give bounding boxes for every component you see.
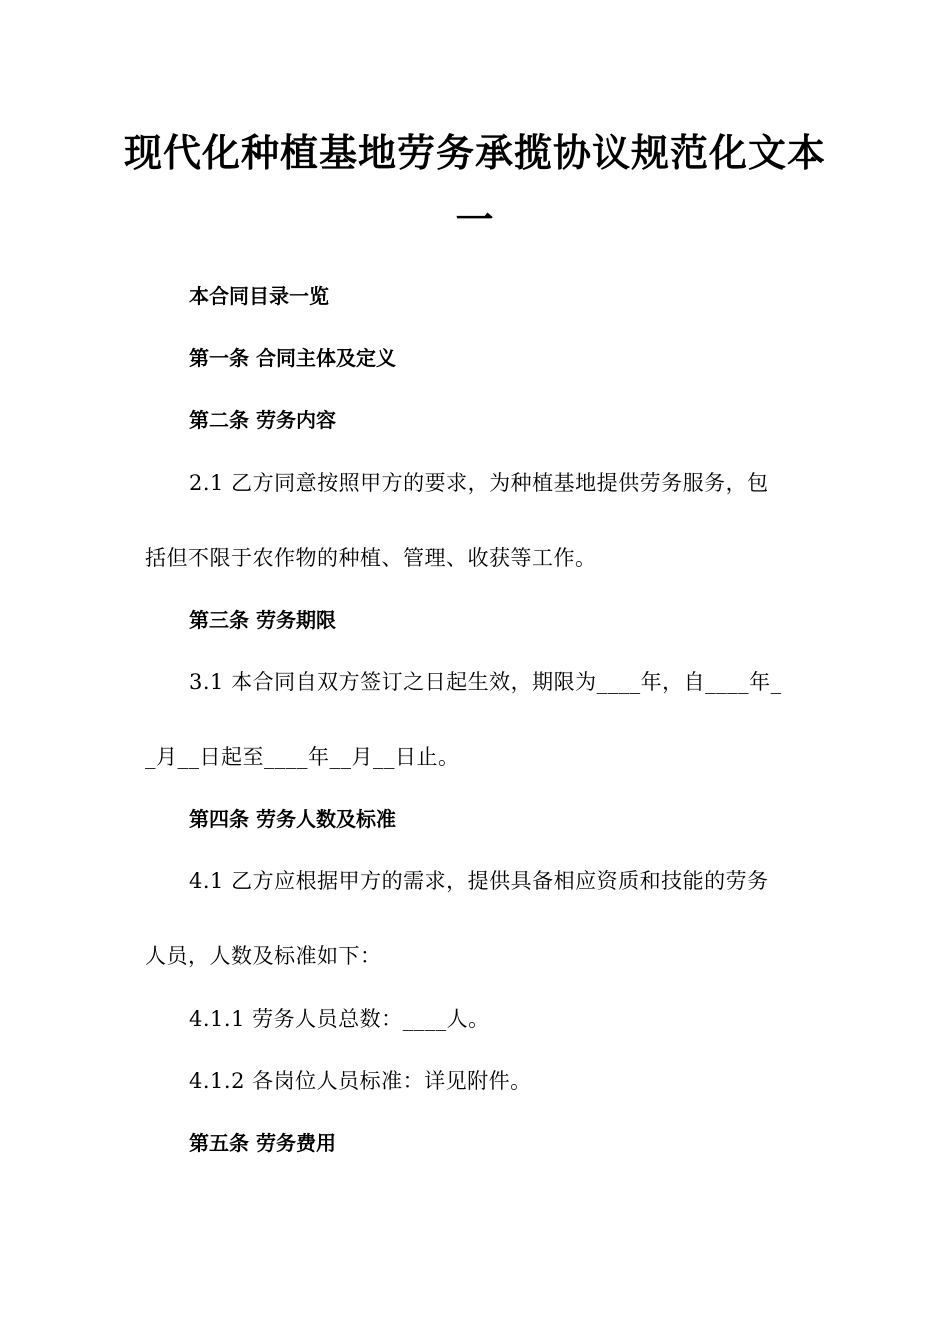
article-2-heading: 第二条 劳务内容 — [189, 408, 336, 432]
clause-2-1-line-2: 括但不限于农作物的种植、管理、收获等工作。 — [145, 546, 597, 570]
clause-4-1-1: 4.1.1 劳务人员总数：____人。 — [189, 1007, 490, 1031]
toc-heading: 本合同目录一览 — [189, 284, 329, 308]
clause-4-1-2: 4.1.2 各岗位人员标准：详见附件。 — [189, 1069, 532, 1093]
article-5-heading: 第五条 劳务费用 — [189, 1131, 336, 1155]
document-title: 现代化种植基地劳务承揽协议规范化文本 — [123, 131, 826, 175]
article-1-heading: 第一条 合同主体及定义 — [189, 346, 396, 370]
clause-2-1-line-1: 2.1 乙方同意按照甲方的要求，为种植基地提供劳务服务，包 — [189, 471, 769, 495]
article-3-heading: 第三条 劳务期限 — [189, 608, 336, 632]
article-4-heading: 第四条 劳务人数及标准 — [189, 807, 396, 831]
clause-3-1-line-1: 3.1 本合同自双方签订之日起生效，期限为____年，自____年_ — [189, 670, 782, 694]
clause-3-1-line-2: _月__日起至____年__月__日止。 — [145, 745, 460, 769]
document-title-continuation: 一 — [455, 198, 495, 242]
clause-4-1-line-2: 人员，人数及标准如下： — [145, 944, 382, 968]
clause-4-1-line-1: 4.1 乙方应根据甲方的需求，提供具备相应资质和技能的劳务 — [189, 869, 769, 893]
